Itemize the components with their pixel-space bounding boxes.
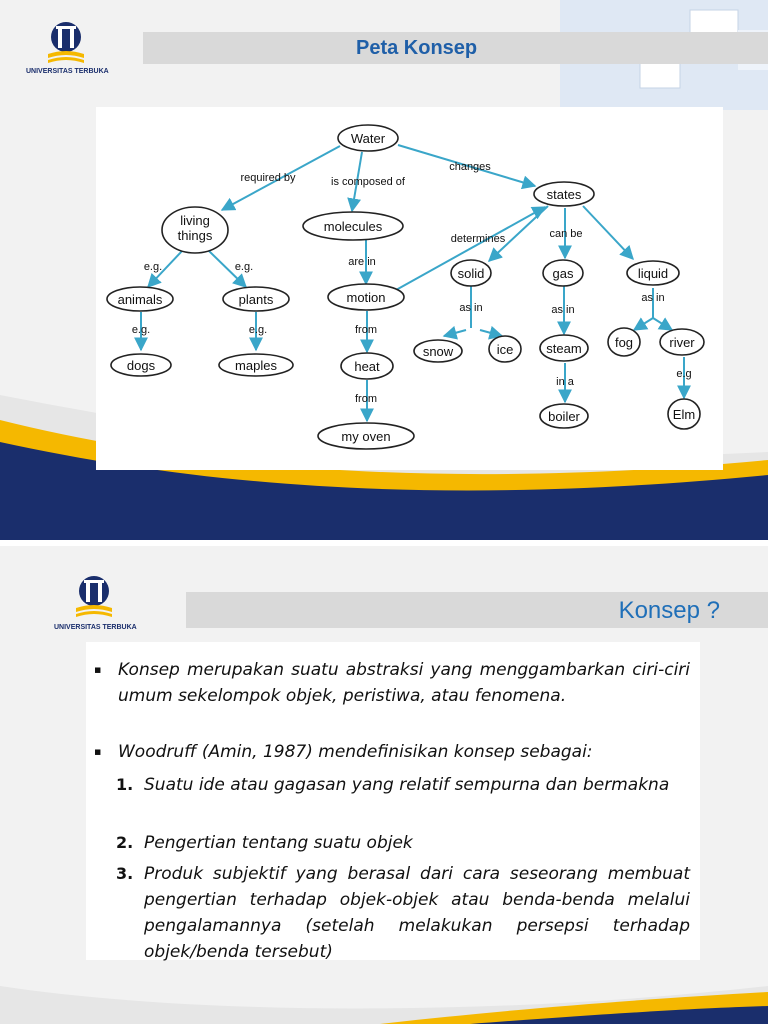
node-label-living-things bbox=[178, 213, 213, 243]
node-label-animals: animals bbox=[117, 292, 163, 307]
link-label-as-in-solid: as in bbox=[459, 302, 483, 314]
node-label-gas: gas bbox=[552, 266, 574, 281]
node-label-elm: Elm bbox=[672, 407, 696, 422]
bullet-marker: ▪ bbox=[94, 745, 102, 758]
bullet-marker: ▪ bbox=[94, 663, 102, 676]
node-label-living-things-text: living bbox=[180, 213, 210, 228]
item-number: 1. bbox=[116, 775, 134, 794]
link-label-in-a: in a bbox=[556, 376, 574, 388]
edge-solid-snow bbox=[444, 330, 466, 336]
bullet-text: Konsep merupakan suatu abstraksi yang menggambarkan ciri-ciri umum sekelompok objek, peristiwa, atau fenomena. bbox=[118, 660, 690, 706]
node-label-solid: solid bbox=[457, 266, 485, 281]
link-label-as-in-gas: as in bbox=[551, 304, 575, 316]
node-label-ice: ice bbox=[496, 342, 514, 357]
edge-liquid-river bbox=[653, 318, 672, 330]
node-label-maples: maples bbox=[235, 358, 277, 373]
bullet-text: Woodruff (Amin, 1987) mendefinisikan konsep sebagai: bbox=[118, 742, 593, 762]
link-label-can-be: can be bbox=[549, 228, 583, 240]
link-label-eg-elm: e.g bbox=[676, 368, 692, 380]
link-label-is-composed-of: is composed of bbox=[331, 176, 405, 188]
node-label-fog: fog bbox=[614, 335, 634, 350]
link-label-from-oven: from bbox=[355, 393, 377, 405]
link-label-from-heat: from bbox=[355, 324, 377, 336]
node-label-plants: plants bbox=[238, 292, 274, 307]
bullet-item bbox=[94, 739, 690, 765]
item-number: 3. bbox=[116, 864, 134, 883]
page-title: Peta Konsep bbox=[356, 37, 478, 59]
node-label-states: states bbox=[546, 187, 582, 202]
title-bar-2 bbox=[186, 592, 768, 628]
edge-solid-ice bbox=[480, 330, 502, 336]
numbered-item bbox=[116, 830, 690, 856]
numbered-item bbox=[116, 861, 690, 965]
link-label-determines: determines bbox=[450, 233, 506, 245]
node-label-boiler: boiler bbox=[548, 409, 580, 424]
node-label-liquid: liquid bbox=[637, 266, 669, 281]
node-label-living-things-line2: things bbox=[177, 228, 213, 243]
link-label-are-in: are in bbox=[348, 256, 376, 268]
item-text: Produk subjektif yang berasal dari cara seseorang membuat pengertian terhadap objek-objek atau benda-benda melalui pengalamannya (setelah melakukan persepsi terhadap objek/benda tersebut) bbox=[144, 864, 690, 962]
item-text: Pengertian tentang suatu objek bbox=[144, 833, 413, 853]
university-name-2: UNIVERSITAS TERBUKA bbox=[54, 624, 137, 631]
node-label-my-oven: my oven bbox=[341, 429, 391, 444]
numbered-item bbox=[116, 772, 690, 798]
bullet-item bbox=[94, 657, 690, 709]
node-label-river: river bbox=[669, 335, 695, 350]
university-name: UNIVERSITAS TERBUKA bbox=[26, 68, 109, 75]
link-label-changes: changes bbox=[449, 161, 491, 173]
edge-liquid-fog bbox=[634, 318, 653, 330]
link-label-required-by: required by bbox=[240, 172, 296, 184]
node-label-dogs: dogs bbox=[126, 358, 156, 373]
link-label-as-in-liquid: as in bbox=[641, 292, 665, 304]
page-title-2: Konsep ? bbox=[618, 597, 720, 624]
node-label-water: Water bbox=[350, 131, 386, 146]
item-text: Suatu ide atau gagasan yang relatif sempurna dan bermakna bbox=[144, 775, 670, 795]
node-label-steam: steam bbox=[546, 341, 582, 356]
link-label-eg-maples: e.g. bbox=[248, 324, 268, 336]
item-number: 2. bbox=[116, 833, 134, 852]
link-label-eg-dogs: e.g. bbox=[131, 324, 151, 336]
link-label-eg-plants: e.g. bbox=[234, 261, 254, 273]
node-label-motion: motion bbox=[346, 290, 386, 305]
node-label-snow: snow bbox=[422, 344, 454, 359]
university-logo-icon-2 bbox=[64, 574, 124, 622]
node-label-heat: heat bbox=[354, 359, 380, 374]
link-label-eg-animals: e.g. bbox=[143, 261, 163, 273]
edge-states-liquid bbox=[583, 206, 633, 259]
node-label-molecules: molecules bbox=[323, 219, 383, 234]
